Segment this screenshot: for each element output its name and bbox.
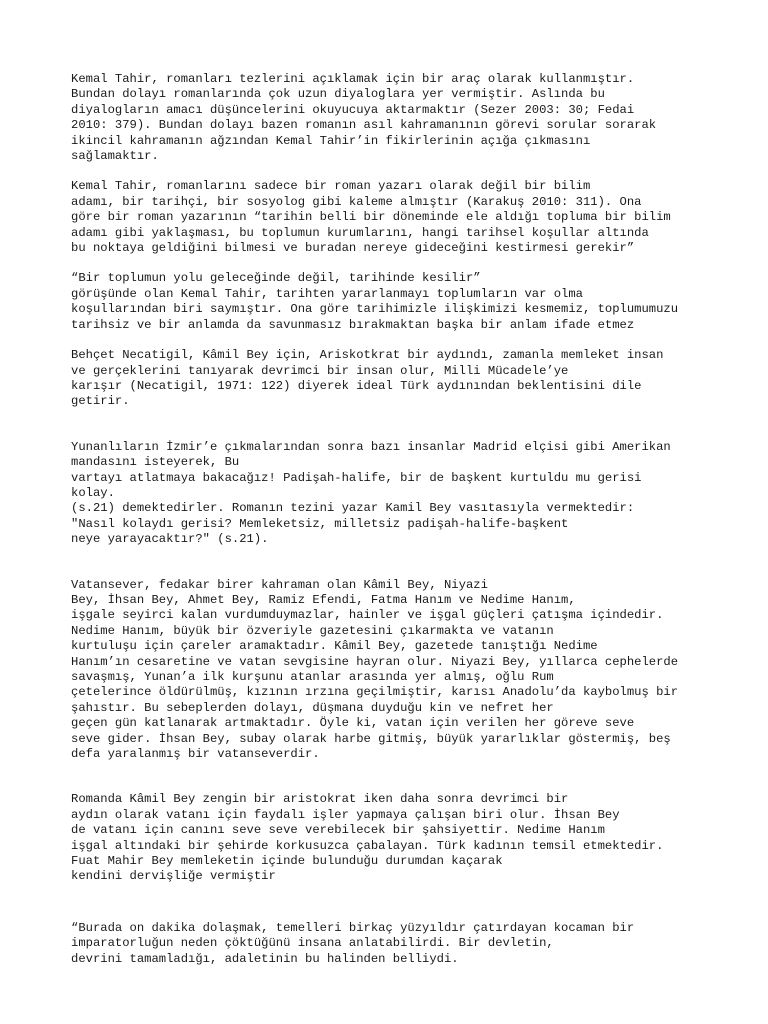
paragraph-spacer	[71, 548, 761, 578]
paragraph-closing-quote: “Burada on dakika dolaşmak, temelleri birkaç yüzyıldır çatırdayan kocaman bir imparatorluğun neden çöktüğünü insana anlatabilirdi. Bir devletin, devrini tamamladığı, adaletinin bu halinden belliydi.	[71, 920, 635, 966]
paragraph-spacer	[71, 885, 761, 921]
paragraph-yunanlilar-izmir: Yunanlıların İzmir’e çıkmalarından sonra bazı insanlar Madrid elçisi gibi Amerikan mandasını isteyerek, Bu vartayı atlatmaya bakacağız! Padişah-halife, bir de başkent kurtuldu mu gerisi kolay. (s.21) demektedirler. Romanın tezini yazar Kamil Bey vasıtasıyla vermektedir: "Nasıl kolaydı gerisi? Memleketsiz, milletsiz padişah-halife-başkent neye yarayacaktır?" (s.21).	[71, 439, 671, 547]
paragraph-vatansever-kahramanlar: Vatansever, fedakar birer kahraman olan Kâmil Bey, Niyazi Bey, İhsan Bey, Ahmet Bey, Ramiz Efendi, Fatma Hanım ve Nedime Hanım, işgale seyirci kalan vurdumduymazlar, hainler ve işgal güçleri çatışma içindedir. Nedime Hanım, büyük bir özveriyle gazetesini çıkarmakta ve vatanın kurtuluşu için çareler aramaktadır. Kâmil Bey, gazetede tanıştığı Nedime Hanım’ın cesaretine ve vatan sevgisine hayran olur. Niyazi Bey, yıllarca cephelerde savaşmış, Yunan’a ilk kurşunu atanlar arasında yer almış, oğlu Rum çetelerince öldürülmüş, kızının ırzına geçilmiştir, karısı Anadolu’da kaybolmuş bir şahıstır. Bu sebeplerden dolayı, düşmana duyduğu kin ve nefret her geçen gün katlanarak artmaktadır. Öyle ki, vatan için verilen her göreve seve seve gider. İhsan Bey, subay olarak harbe gitmiş, büyük yararlıklar göstermiş, beş defa yaralanmış bir vatanseverdir.	[71, 577, 679, 762]
paragraph-spacer	[71, 333, 761, 348]
paragraph-kemal-tahir-scientist: Kemal Tahir, romanlarını sadece bir roman yazarı olarak değil bir bilim adamı, bir tarihçi, bir sosyolog gibi kaleme almıştır (Karakuş 2010: 311). Ona göre bir roman yazarının “tarihin belli bir döneminde ele aldığı topluma bir bilim adamı gibi yaklaşması, bu toplumun kurumlarını, hangi tarihsel koşullar altında bu noktaya geldiğini bilmesi ve buradan nereye gideceğini kestirmesi gerekir”	[71, 179, 671, 256]
paragraph-spacer	[71, 410, 761, 440]
paragraph-behcet-necatigil: Behçet Necatigil, Kâmil Bey için, Ariskotkrat bir aydındı, zamanla memleket insan ve gerçeklerini tanıyarak devrimci bir insan olur, Milli Mücadele’ye karışır (Necatigil, 1971: 122) diyerek ideal Türk aydınından beklentisini dile getirir.	[71, 348, 664, 409]
paragraph-kemal-tahir-dialogues: Kemal Tahir, romanları tezlerini açıklamak için bir araç olarak kullanmıştır. Bundan dolayı romanlarında çok uzun diyaloglara yer vermiştir. Aslında bu diyalogların amacı düşüncelerini okuyucuya aktarmaktır (Sezer 2003: 30; Fedai 2010: 379). Bundan dolayı bazen romanın asıl kahramanının görevi sorular sorarak ikincil kahramanın ağzından Kemal Tahir’in fikirlerinin açığa çıkmasını sağlamaktır.	[71, 72, 657, 164]
paragraph-kamil-bey-aristokrat: Romanda Kâmil Bey zengin bir aristokrat iken daha sonra devrimci bir aydın olarak vatanı için faydalı işler yapmaya çalışan biri olur. İhsan Bey de vatanı için canını seve seve verebilecek bir şahsiyettir. Nedime Hanım işgal altındaki bir şehirde korkusuzca çabalayan. Türk kadının temsil etmektedir. Fuat Mahir Bey memleketin içinde bulunduğu durumdan kaçarak kendini dervişliğe vermiştir	[71, 792, 664, 884]
paragraph-history-quote: “Bir toplumun yolu geleceğinde değil, tarihinde kesilir” görüşünde olan Kemal Tahir, tarihten yararlanmayı toplumların var olma koşullarından biri saymıştır. Ona göre tarihimizle ilişkimizi kesmemiz, toplumumuzu tarihsiz ve bir anlamda da savunmasız bırakmaktan başka bir anlam ifade etmez	[71, 271, 679, 332]
paragraph-spacer	[71, 164, 761, 179]
paragraph-spacer	[71, 256, 761, 271]
document-page	[71, 72, 761, 967]
paragraph-spacer	[71, 762, 761, 792]
